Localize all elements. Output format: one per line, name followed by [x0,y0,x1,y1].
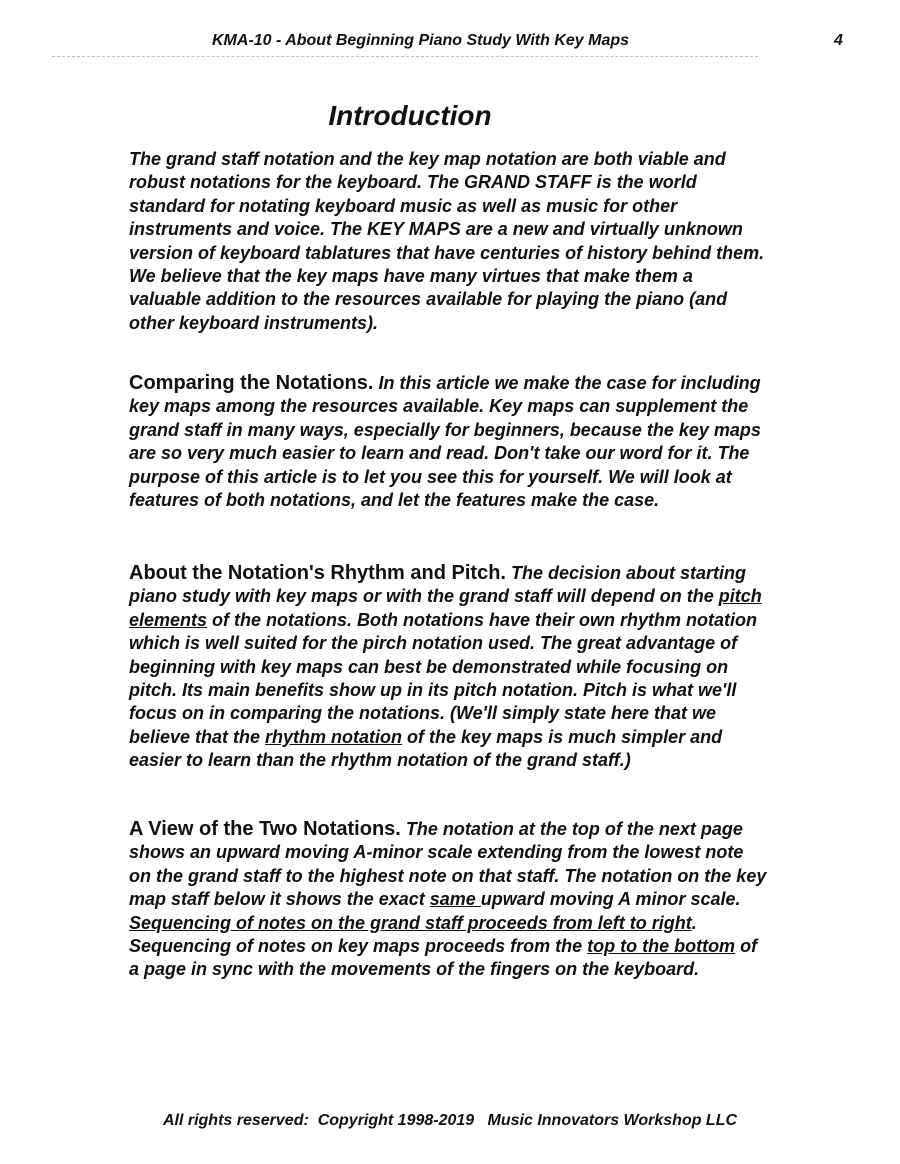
header-divider [52,56,758,57]
sequencing-underlined: Sequencing of notes on the grand staff proceeds from left to right [129,912,692,933]
page-header [0,30,900,54]
paragraph-text: . Sequencing of notes on key maps proceeds from the [129,912,697,957]
paragraph-heading: About the Notation's Rhythm and Pitch. [129,562,506,584]
paragraph-text: The grand staff notation and the key map notation are both viable and robust notations for the keyboard. The GRAND STAFF is the world standard for notating keyboard music as well as music for other instruments and voice. The KEY MAPS are a new and virtually unknown version of keyboard tablatures that have centuries of history behind them. We believe that the key maps have many virtues that make them a valuable addition to the resources available for playing the piano (and other keyboard instruments). [129,149,765,333]
paragraph-text: of a page in sync with the movements of the fingers on the keyboard. [129,936,758,980]
copyright-footer: All rights reserved: Copyright 1998-2019 Music Innovators Workshop LLC [162,1112,738,1129]
pitch-elements-underlined: pitch elements [129,586,762,630]
same-underlined: same [429,889,481,910]
intro-paragraph [129,148,769,335]
paragraph-text: In this article we make the case for including key maps among the resources available. Key maps can supplement the grand staff in many ways, especially for beginners, because the key maps are so very much easier to learn and read. Don't take our word for it. The purpose of this article is to let you see this for yourself. We will look at features of both notations, and let the features make the case. [129,373,761,511]
paragraph-text: The notation at the top of the next page shows an upward moving A-minor scale extending from the lowest note on the grand staff to the highest note on that staff. The notation on the key map staff below it shows the exact [129,819,767,910]
section-title: Introduction [328,100,492,131]
paragraph-text: of the key maps is much simpler and easier to learn than the rhythm notation of the grand staff.) [129,726,723,771]
paragraph-text: upward moving A minor scale. [480,889,741,910]
comparing-paragraph [129,372,769,512]
two-notations-paragraph [129,818,769,982]
paragraph-text: of the notations. Both notations have their own rhythm notation which is well suited for the pirch notation used. The great advantage of beginning with key maps can best be demonstrated while focusing on pitch. Its main benefits show up in its pitch notation. Pitch is what we'll focus on in comparing the notations. (We'll simply state here that we believe that the [129,609,758,747]
paragraph-text: The decision about starting piano study with key maps or with the grand staff will depend on the [129,563,746,607]
paragraph-heading: Comparing the Notations. [129,372,374,394]
page-number: 4 [834,32,843,49]
header-title: KMA-10 - About Beginning Piano Study With Key Maps [212,32,630,49]
top-to-bottom-underlined: top to the bottom [587,936,736,957]
paragraph-heading: A View of the Two Notations. [129,818,401,840]
rhythm-notation-underlined: rhythm notation [265,726,403,747]
rhythm-pitch-paragraph [129,562,769,773]
